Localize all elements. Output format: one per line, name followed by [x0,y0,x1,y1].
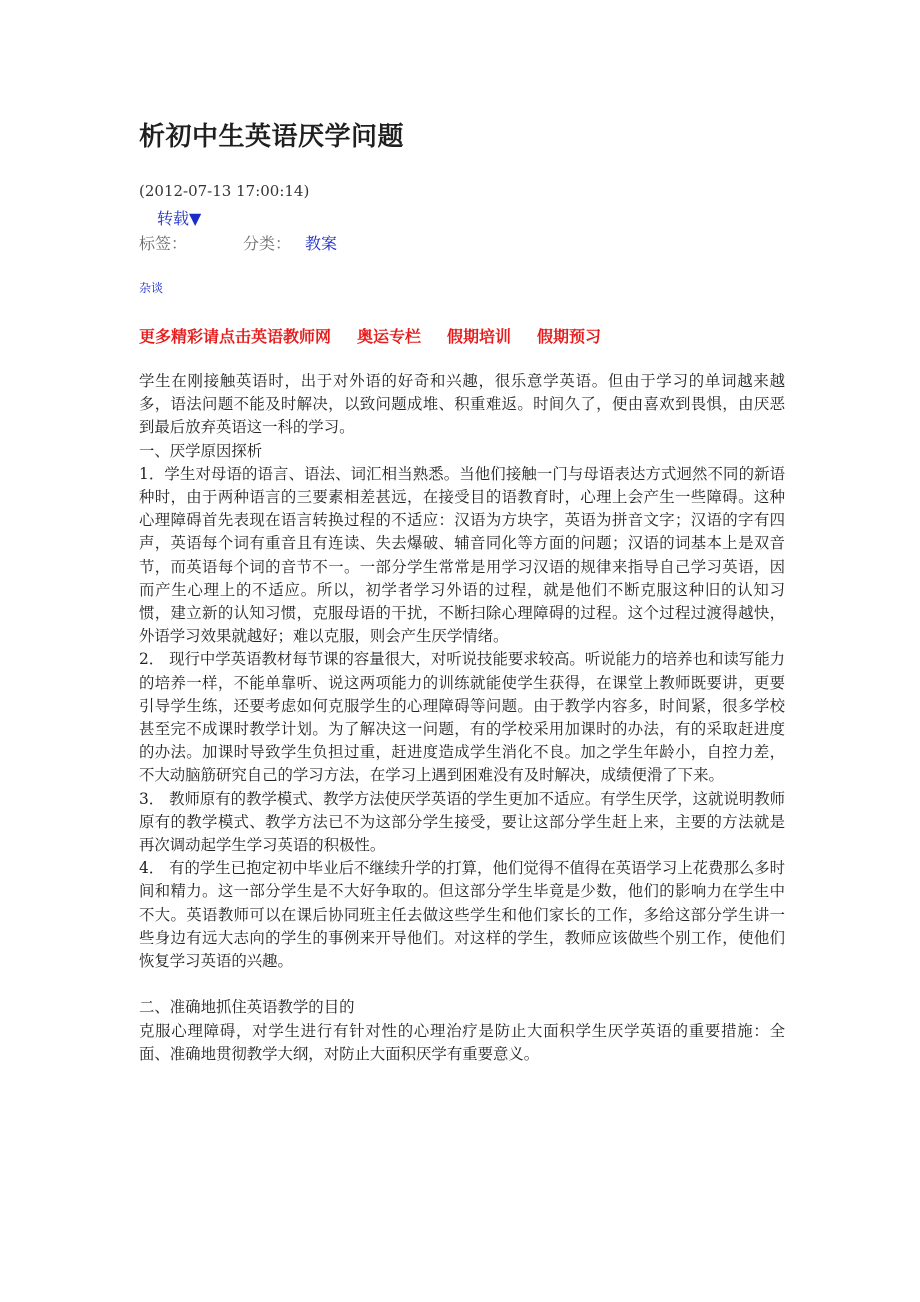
meta-row [139,231,337,254]
article-body [139,370,785,1066]
promo-bar [139,324,627,347]
section1-heading: 一、厌学原因探析 [139,441,263,460]
category-link[interactable]: 教案 [305,234,338,253]
section2-paragraph: 克服心理障碍，对学生进行有针对性的心理治疗是防止大面积学生厌学英语的重要措施：全面、准确地贯彻教学大纲，对防止大面积厌学有重要意义。 [139,1021,785,1063]
category-label: 分类： [243,234,292,253]
point-4: 4． 有的学生已抱定初中毕业后不继续升学的打算，他们觉得不值得在英语学习上花费那么多时间和精力。这一部分学生是不大好争取的。但这部分学生毕竟是少数，他们的影响力在学生中不大。英语教师可以在课后协同班主任去做这些学生和他们家长的工作，多给这部分学生讲一些身边有远大志向的学生的事例来开导他们。对这样的学生，教师应该做些个别工作，使他们恢复学习英语的兴趣。 [139,859,785,971]
point-2: 2． 现行中学英语教材每节课的容量很大，对听说技能要求较高。听说能力的培养也和读写能力的培养一样，不能单靠听、说这两项能力的训练就能使学生获得，在课堂上教师既要讲，更要引导学生练，还要考虑如何克服学生的心理障碍等问题。由于教学内容多，时间紧，很多学校甚至完不成课时教学计划。为了解决这一问题，有的学校采用加课时的办法，有的采取赶进度的办法。加课时导致学生负担过重，赶进度造成学生消化不良。加之学生年龄小，自控力差，不大动脑筋研究自己的学习方法，在学习上遇到困难没有及时解决，成绩便滑了下来。 [139,650,785,785]
promo-link-holiday-training[interactable]: 假期培训 [447,327,512,346]
tag-link[interactable]: 杂谈 [139,281,164,295]
paragraph-gap [139,973,785,996]
point-1: 1．学生对母语的语言、语法、词汇相当熟悉。当他们接触一门与母语表达方式迥然不同的新语种时，由于两种语言的三要素相差甚远，在接受目的语教育时，心理上会产生一些障碍。这种心理障碍首先表现在语言转换过程的不适应：汉语为方块字，英语为拼音文字；汉语的字有四声，英语每个词有重音且有连读、失去爆破、辅音同化等方面的问题；汉语的词基本上是双音节，而英语每个词的音节不一。一部分学生常常是用学习汉语的规律来指导自己学习英语，因而产生心理上的不适应。所以，初学者学习外语的过程，就是他们不断克服这种旧的认知习惯，建立新的认知习惯，克服母语的干扰，不断扫除心理障碍的过程。这个过程过渡得越快，外语学习效果就越好；难以克服，则会产生厌学情绪。 [139,464,785,646]
repost-link[interactable]: 转载▼ [157,209,202,228]
tags-label: 标签： [139,234,188,253]
promo-link-olympics[interactable]: 奥运专栏 [357,327,422,346]
promo-link-english-teacher[interactable]: 更多精彩请点击英语教师网 [139,327,332,346]
intro-paragraph: 学生在刚接触英语时，出于对外语的好奇和兴趣，很乐意学英语。但由于学习的单词越来越多，语法问题不能及时解决，以致问题成堆、积重难返。时间久了，便由喜欢到畏惧，由厌恶到最后放弃英语这一科的学习。 [139,372,785,437]
promo-link-holiday-preview[interactable]: 假期预习 [537,327,602,346]
article-title: 析初中生英语厌学问题 [139,122,405,152]
post-date: (2012-07-13 17:00:14) [139,182,310,200]
point-3: 3． 教师原有的教学模式、教学方法使厌学英语的学生更加不适应。有学生厌学，这就说明教师原有的教学模式、教学方法已不为这部分学生接受，要让这部分学生赶上来，主要的方法就是再次调动起学生学习英语的积极性。 [139,789,785,855]
section2-heading: 二、准确地抓住英语教学的目的 [139,998,355,1017]
